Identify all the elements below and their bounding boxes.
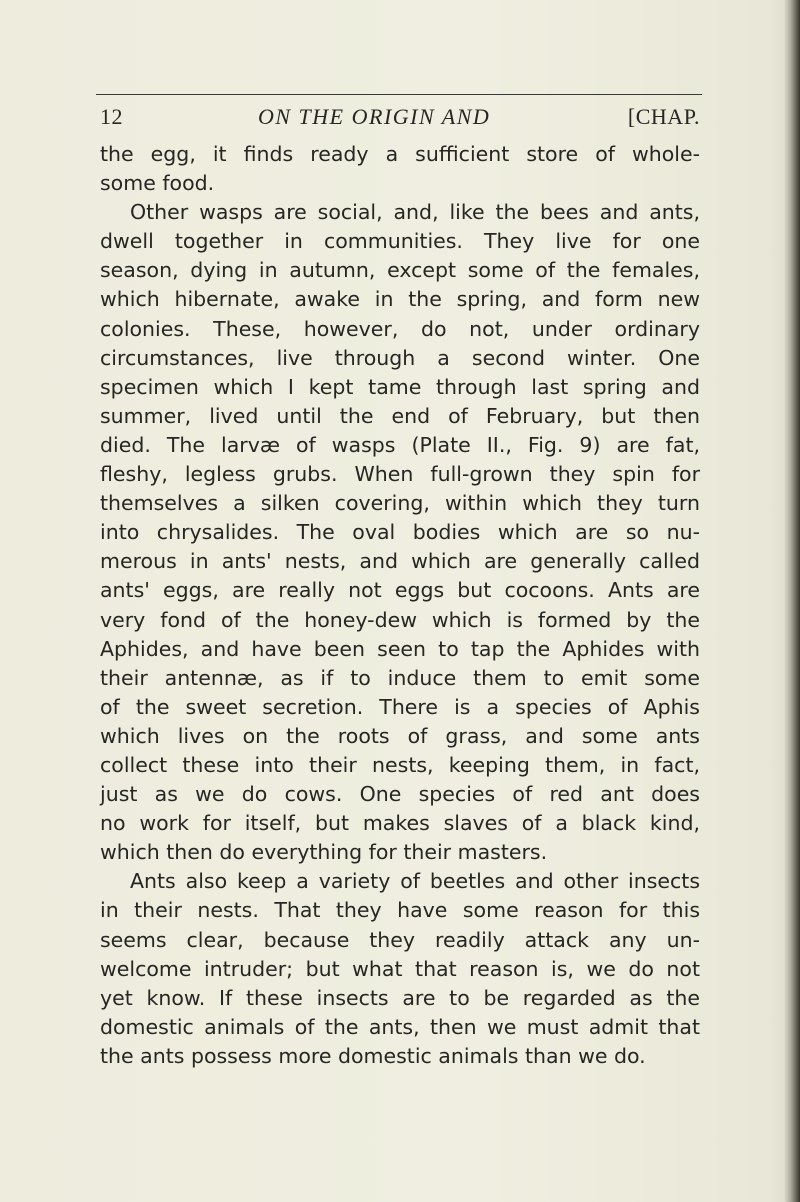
text-line: Ants also keep a variety of beetles and other insects [130,869,700,894]
running-head [100,104,700,138]
body-text [100,140,700,1071]
text-line: circumstances, live through a second winter. One [100,345,700,370]
text-line: seems clear, because they readily attack any un- [100,927,700,952]
text-line: which hibernate, awake in the spring, and form new [100,287,700,312]
text-line: some food. [100,171,215,196]
text-line: their antennæ, as if to induce them to emit some [100,665,700,690]
text-line: Aphides, and have been seen to tap the Aphides with [100,636,700,661]
text-line: dwell together in communities. They live for one [100,229,700,254]
text-line: the egg, it finds ready a sufficient store of whole- [100,142,700,166]
text-line: summer, lived until the end of February, but then [100,403,700,428]
text-line: welcome intruder; but what that reason is, we do not [100,956,700,981]
text-line: yet know. If these insects are to be regarded as the [100,985,700,1010]
text-line: collect these into their nests, keeping them, in fact, [100,752,700,777]
running-title: ON THE ORIGIN AND [258,104,491,129]
text-line: fleshy, legless grubs. When full-grown they spin for [100,462,700,487]
text-line: just as we do cows. One species of red ant does [100,782,700,807]
page-edge-shadow [784,0,800,1202]
text-line: which lives on the roots of grass, and some ants [100,723,700,748]
text-line: very fond of the honey-dew which is formed by the [100,607,700,632]
text-line: specimen which I kept tame through last spring and [100,374,700,399]
text-line: colonies. These, however, do not, under ordinary [100,316,700,341]
text-line: season, dying in autumn, except some of the females, [100,258,700,283]
text-line: in their nests. That they have some reason for this [100,898,700,923]
text-line: the ants possess more domestic animals than we do. [100,1043,646,1068]
text-line: domestic animals of the ants, then we must admit that [100,1014,700,1039]
text-line: no work for itself, but makes slaves of a black kind, [100,811,700,836]
text-line: merous in ants' nests, and which are generally called [100,549,700,574]
page-number: 12 [100,104,123,129]
text-line: into chrysalides. The oval bodies which are so nu- [100,520,700,545]
text-line: died. The larvæ of wasps (Plate II., Fig. 9) are fat, [100,432,700,457]
header-rule [96,94,702,95]
text-line: Other wasps are social, and, like the bees and ants, [130,200,700,225]
text-line: of the sweet secretion. There is a species of Aphis [100,694,700,719]
text-line: themselves a silken covering, within which they turn [100,491,700,516]
chapter-mark: [CHAP. [627,104,700,129]
text-line: which then do everything for their masters. [100,840,548,865]
text-line: ants' eggs, are really not eggs but cocoons. Ants are [100,578,700,603]
